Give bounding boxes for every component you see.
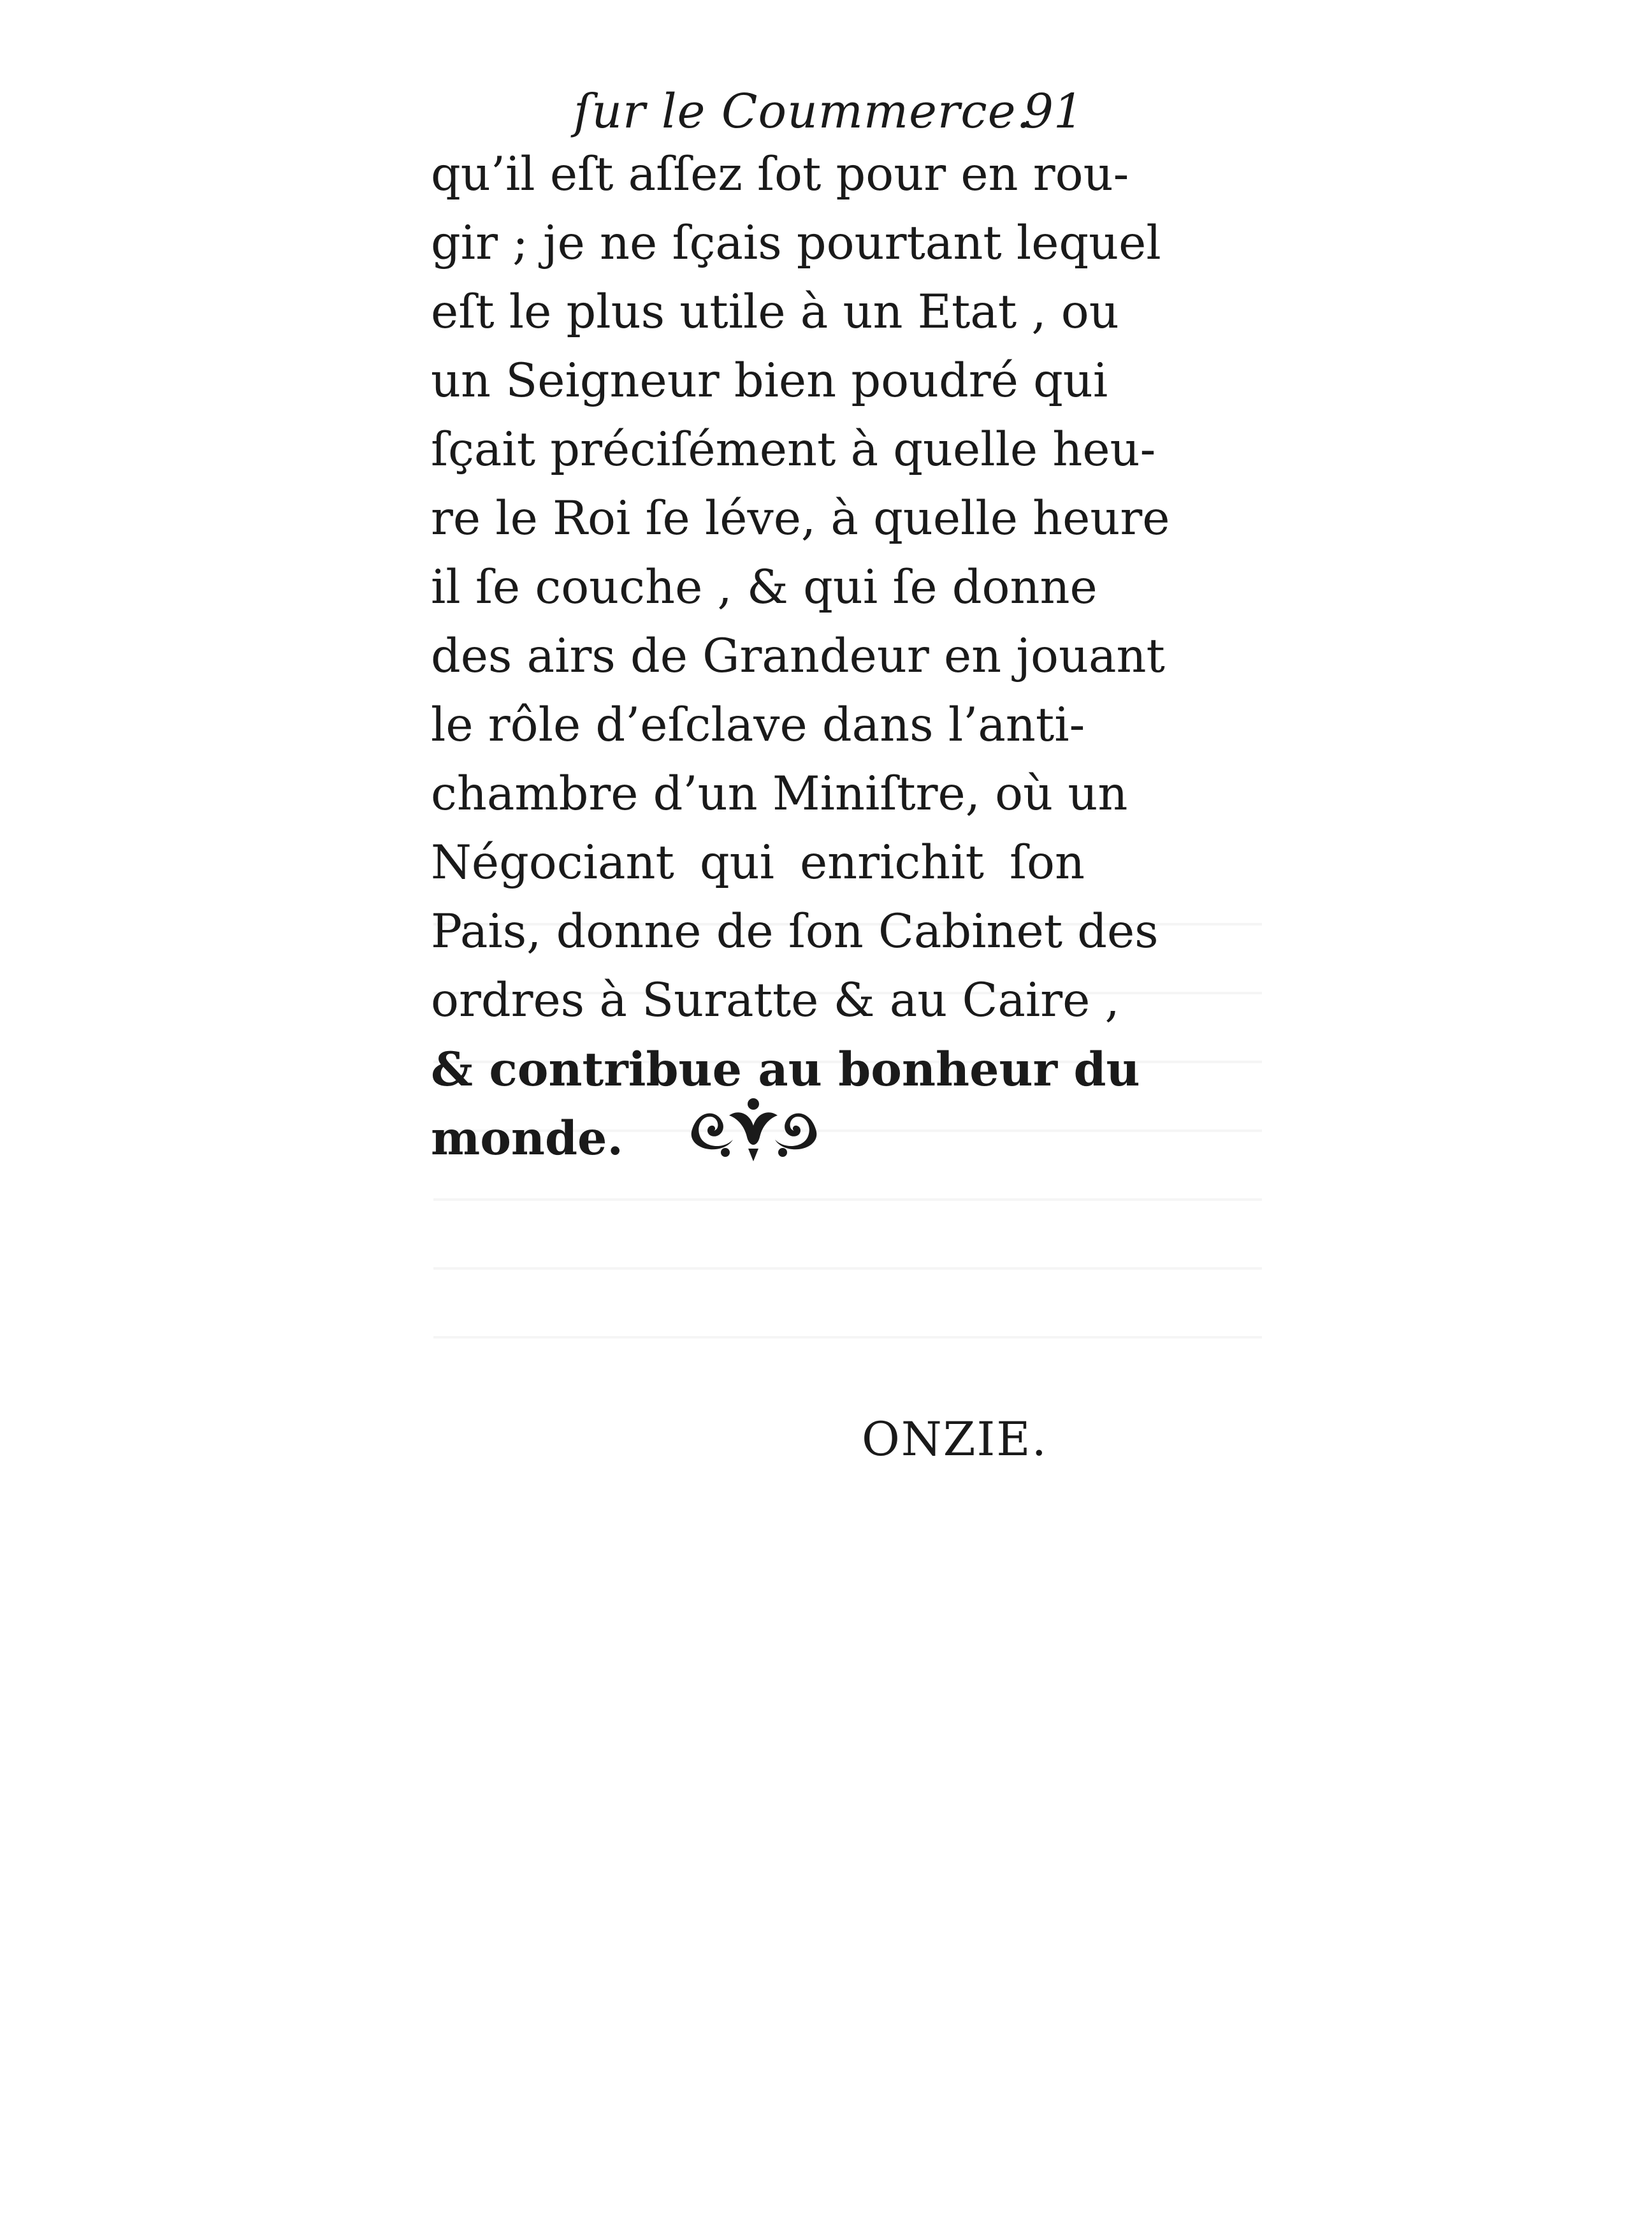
text-line: chambre d’un Miniſtre, où un xyxy=(431,767,1128,821)
text-line: re le Roi ſe léve, à quelle heure xyxy=(431,491,1170,546)
text-line: qu’il eſt aſſez ſot pour en rou- xyxy=(431,147,1129,201)
body-text xyxy=(431,140,1170,1173)
text-line: ſçait préciſément à quelle heu- xyxy=(431,423,1156,477)
text-line: gir ; je ne ſçais pourtant lequel xyxy=(431,216,1161,270)
text-line: Pais, donne de ſon Cabinet des xyxy=(431,904,1159,959)
text-line: eſt le plus utile à un Etat , ou xyxy=(431,285,1119,339)
catchword: ONZIE. xyxy=(862,1412,1048,1467)
text-line: le rôle d’eſclave dans l’anti- xyxy=(431,698,1085,752)
fleuron-ornament-icon xyxy=(687,1090,821,1166)
text-line: Négociant qui enrichit ſon xyxy=(431,836,1085,890)
text-line: ordres à Suratte & au Caire , xyxy=(431,973,1120,1027)
text-line: un Seigneur bien poudré qui xyxy=(431,354,1108,408)
text-line: des airs de Grandeur en jouant xyxy=(431,629,1165,683)
text-line: il ſe couche , & qui ſe donne xyxy=(431,560,1098,614)
text-line: monde. xyxy=(431,1111,623,1166)
text-line: & contribue au bonheur du xyxy=(431,1042,1140,1097)
running-head xyxy=(574,76,1096,147)
running-title: ſur le Coummerce. xyxy=(574,84,1032,139)
page-number: 91 xyxy=(1023,84,1083,139)
